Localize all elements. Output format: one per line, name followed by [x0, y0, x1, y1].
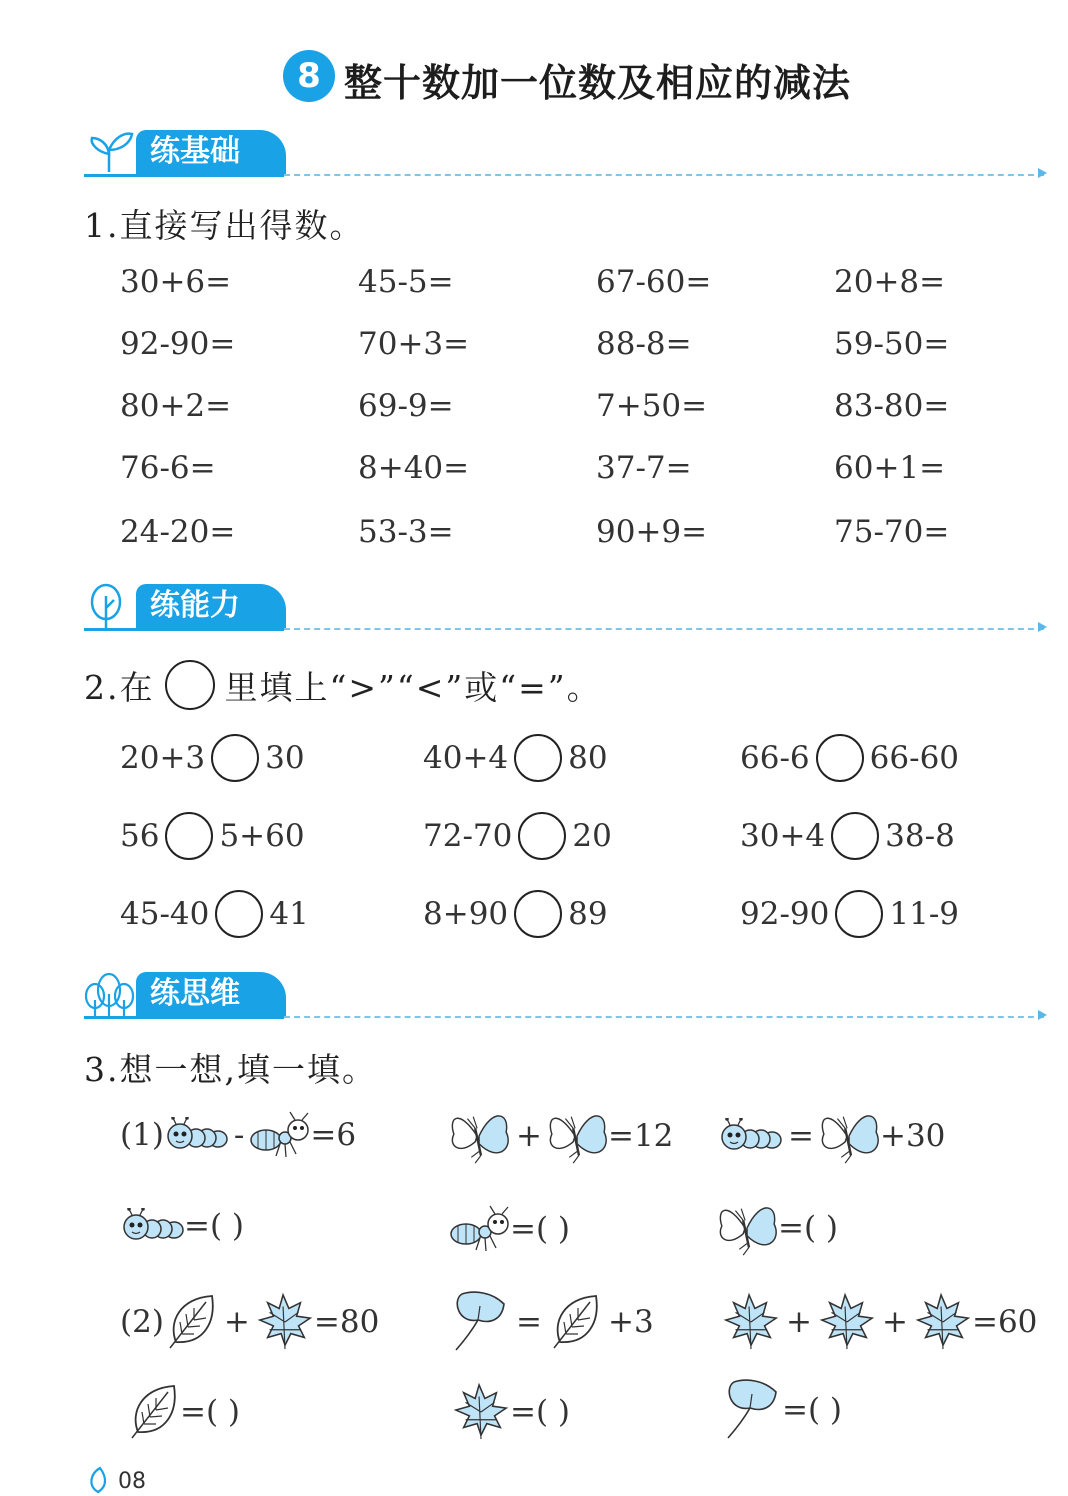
q2-left: 30+4 [740, 818, 826, 854]
q1-item: 37-7= [596, 450, 692, 486]
compare-circle[interactable] [831, 812, 879, 860]
q1-item: 53-3= [358, 514, 454, 550]
answer-blank[interactable]: =( ) [778, 1210, 839, 1246]
q1-item: 7+50= [596, 388, 708, 424]
plus-sign: + [516, 1118, 542, 1154]
plus-sign: + [881, 1304, 908, 1340]
butterfly-icon [820, 1106, 880, 1166]
q3-p2-eq2 [450, 1290, 660, 1354]
q2-left: 56 [120, 818, 160, 854]
q2-right: 66-60 [869, 740, 960, 776]
answer-blank[interactable]: =( ) [510, 1211, 571, 1247]
q1-item: 69-9= [358, 388, 454, 424]
q3-part2-label: (2) [120, 1304, 164, 1340]
q2-item [120, 890, 309, 938]
section-divider [284, 628, 1044, 630]
q3-p2-ans3 [722, 1378, 842, 1442]
equals-sign: = [516, 1304, 542, 1340]
q2-right: 11-9 [889, 896, 960, 932]
q3-p1-eq1 [120, 1110, 356, 1160]
q2-right: 5+60 [219, 818, 305, 854]
compare-circle[interactable] [514, 890, 562, 938]
q1-item: 20+8= [834, 264, 946, 300]
section-divider [284, 1016, 1044, 1018]
answer-blank[interactable]: =( ) [184, 1208, 245, 1244]
q3-p2-eq3 [722, 1292, 1037, 1352]
q2-title-circle [165, 660, 215, 710]
q2-left: 66-6 [740, 740, 810, 776]
q3-p1-ans1 [120, 1208, 244, 1244]
q1-item: 59-50= [834, 326, 950, 362]
q2-left: 8+90 [423, 896, 509, 932]
section-underline [84, 628, 284, 631]
leaf-icon [548, 1292, 602, 1352]
q1-item: 70+3= [358, 326, 470, 362]
page-title: 整十数加一位数及相应的减法 [344, 61, 852, 105]
q2-item [120, 812, 305, 860]
q2-item [423, 734, 608, 782]
q2-item [740, 890, 959, 938]
maple-leaf-icon [722, 1292, 780, 1352]
q2-left: 40+4 [423, 740, 509, 776]
q3-p2-ans1 [126, 1382, 240, 1442]
lesson-number-badge: 8 [283, 50, 335, 102]
caterpillar-icon [164, 1117, 228, 1153]
q2-right: 30 [265, 740, 305, 776]
leaf-icon [126, 1382, 180, 1442]
q1-item: 90+9= [596, 514, 708, 550]
sprout-icon [84, 128, 134, 174]
q2-left: 20+3 [120, 740, 206, 776]
butterfly-icon [548, 1106, 608, 1166]
q2-left: 72-70 [423, 818, 513, 854]
leaf-page-icon [86, 1466, 112, 1494]
ant-icon [450, 1204, 510, 1254]
compare-circle[interactable] [215, 890, 263, 938]
q3-p1-eq3 [718, 1106, 945, 1166]
leaf-icon [164, 1292, 218, 1352]
plus-3: +3 [607, 1304, 654, 1340]
maple-leaf-icon [256, 1292, 314, 1352]
q1-item: 76-6= [120, 450, 216, 486]
compare-circle[interactable] [211, 734, 259, 782]
q1-item: 75-70= [834, 514, 950, 550]
q3-part1-label: (1) [120, 1117, 164, 1153]
q2-right: 80 [568, 740, 608, 776]
q2-item [740, 734, 959, 782]
q1-item: 30+6= [120, 264, 232, 300]
plus-sign: + [786, 1304, 812, 1340]
section-underline [84, 174, 284, 177]
minus-sign: - [233, 1117, 245, 1153]
q2-left: 45-40 [120, 896, 210, 932]
butterfly-icon [450, 1106, 510, 1166]
page-footer [86, 1466, 146, 1494]
divider-arrow-icon [1038, 1010, 1047, 1020]
q2-item [120, 734, 305, 782]
compare-circle[interactable] [165, 812, 213, 860]
q1-item: 24-20= [120, 514, 236, 550]
q3-p2-eq1 [120, 1292, 379, 1352]
compare-circle[interactable] [514, 734, 562, 782]
q1-item: 8+40= [358, 450, 470, 486]
section-label-thinking: 练思维 [136, 972, 286, 1016]
q2-right: 41 [269, 896, 309, 932]
answer-blank[interactable]: =( ) [180, 1394, 241, 1430]
section-label-basic: 练基础 [136, 130, 286, 174]
caterpillar-icon [718, 1118, 782, 1154]
maple-leaf-icon [818, 1292, 876, 1352]
compare-circle[interactable] [835, 890, 883, 938]
q1-item: 60+1= [834, 450, 946, 486]
q2-title-suffix: 里填上“>”“<”或“=”。 [224, 667, 602, 707]
section-underline [84, 1016, 284, 1019]
q2-item [423, 890, 608, 938]
q3-p1-ans3 [718, 1198, 838, 1258]
equals-12: =12 [607, 1118, 674, 1154]
ginkgo-leaf-icon [450, 1290, 510, 1354]
q3-p2-ans2 [452, 1382, 570, 1442]
ant-icon [250, 1110, 310, 1160]
q1-item: 67-60= [596, 264, 712, 300]
equals-80: =80 [313, 1304, 380, 1340]
equals-6: =6 [310, 1117, 357, 1153]
ginkgo-leaf-icon [722, 1378, 782, 1442]
q2-right: 38-8 [885, 818, 955, 854]
q2-title-prefix: 2.在 [84, 667, 155, 707]
q1-item: 88-8= [596, 326, 692, 362]
q1-item: 83-80= [834, 388, 950, 424]
q2-left: 92-90 [740, 896, 830, 932]
equals-sign: = [788, 1118, 814, 1154]
q2-right: 20 [572, 818, 612, 854]
q3-p1-eq2 [450, 1106, 673, 1166]
section-label-ability: 练能力 [136, 584, 286, 628]
equals-60: =60 [971, 1304, 1038, 1340]
question-2-title [84, 660, 602, 710]
q2-item [423, 812, 612, 860]
divider-arrow-icon [1038, 168, 1047, 178]
butterfly-icon [718, 1198, 778, 1258]
caterpillar-icon [120, 1208, 184, 1244]
tree-icon [84, 582, 134, 628]
page-number: 08 [118, 1469, 146, 1494]
plus-30: +30 [879, 1118, 946, 1154]
q1-item: 92-90= [120, 326, 236, 362]
q2-item [740, 812, 955, 860]
compare-circle[interactable] [518, 812, 566, 860]
q1-item: 45-5= [358, 264, 454, 300]
section-divider [284, 174, 1044, 176]
q2-right: 89 [568, 896, 608, 932]
maple-leaf-icon [452, 1382, 510, 1442]
maple-leaf-icon [914, 1292, 972, 1352]
q1-item: 80+2= [120, 388, 232, 424]
answer-blank[interactable]: =( ) [782, 1392, 843, 1428]
compare-circle[interactable] [816, 734, 864, 782]
question-1-title: 1.直接写出得数。 [84, 206, 365, 245]
trees-icon [84, 970, 134, 1016]
q3-p1-ans2 [450, 1204, 570, 1254]
divider-arrow-icon [1038, 622, 1047, 632]
plus-sign: + [223, 1304, 250, 1340]
question-3-title: 3.想一想,填一填。 [84, 1050, 377, 1089]
answer-blank[interactable]: =( ) [510, 1394, 571, 1430]
